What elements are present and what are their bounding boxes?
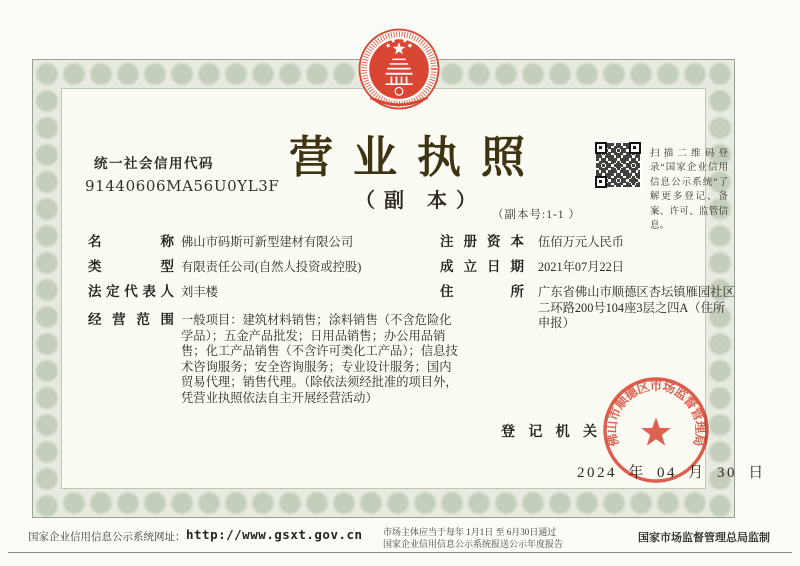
seal-text: 佛山市顺德区市场监督管理局 — [604, 379, 708, 448]
field-label-address: 住所 — [440, 284, 524, 299]
field-value-address: 广东省佛山市顺德区杏坛镇雁园社区二环路200号104座3层之四A（住所申报） — [538, 285, 735, 331]
qr-finder-icon — [595, 176, 607, 188]
field-label-name: 名称 — [88, 234, 174, 249]
field-label-type: 类型 — [88, 259, 174, 274]
field-label-registered-capital: 注册资本 — [440, 234, 524, 249]
issue-date: 2024 年 04 月 30 日 — [577, 465, 766, 481]
footer-annual-report-line2: 国家企业信用信息公示系统报送公示年度报告 — [383, 538, 564, 549]
footer-issuer: 国家市场监督管理总局监制 — [638, 532, 770, 544]
field-value-name: 佛山市码斯可新型建材有限公司 — [181, 235, 354, 249]
footer-website-label: 国家企业信用信息公示系统网址： — [28, 532, 186, 543]
qr-finder-icon — [595, 142, 607, 154]
copy-subtitle: （副 本） — [355, 190, 485, 212]
field-value-type: 有限责任公司(自然人投资或控股) — [181, 260, 362, 274]
field-value-establish-date: 2021年07月22日 — [538, 260, 625, 274]
national-emblem-icon — [357, 27, 441, 117]
qr-caption: 扫描二维码登录“国家企业信用信息公示系统”了解更多登记、备案、许可、监管信息。 — [650, 149, 728, 232]
field-label-legal-representative: 法定代表人 — [88, 284, 174, 299]
footer-annual-report-line1: 市场主体应当于每年 1月1日 至 6月30日通过 — [383, 527, 557, 537]
field-value-registered-capital: 伍佰万元人民币 — [538, 235, 625, 249]
official-seal — [601, 375, 711, 485]
field-label-business-scope: 经营范围 — [88, 312, 174, 327]
footer-website-url: http://www.gsxt.gov.cn — [186, 527, 363, 542]
qr-finder-icon — [629, 142, 641, 154]
credit-code-label: 统一社会信用代码 — [94, 156, 214, 171]
qr-code — [594, 141, 642, 189]
border-left — [33, 60, 61, 517]
credit-code-value: 91440606MA56U0YL3F — [85, 177, 280, 195]
copy-number: （副本号:1-1 ） — [492, 209, 581, 221]
border-bottom — [33, 489, 734, 517]
field-value-business-scope: 一般项目：建筑材料销售；涂料销售（不含危险化学品）；五金产品批发；日用品销售；办公用品销售；化工产品销售（不含许可类化工产品）；信息技术咨询服务；安全咨询服务；专业设计服务；国内贸易代理；销售代理。（除依法须经批准的项目外，凭营业执照依法自主开展经营活动） — [181, 313, 458, 405]
footer-annual-report-note — [383, 527, 563, 550]
registration-authority-label: 登记机关 — [501, 425, 597, 440]
field-label-establish-date: 成立日期 — [440, 259, 524, 274]
footer-divider — [8, 552, 792, 553]
field-value-legal-representative: 刘丰楼 — [181, 285, 218, 299]
page-title: 营业执照 — [289, 133, 545, 182]
